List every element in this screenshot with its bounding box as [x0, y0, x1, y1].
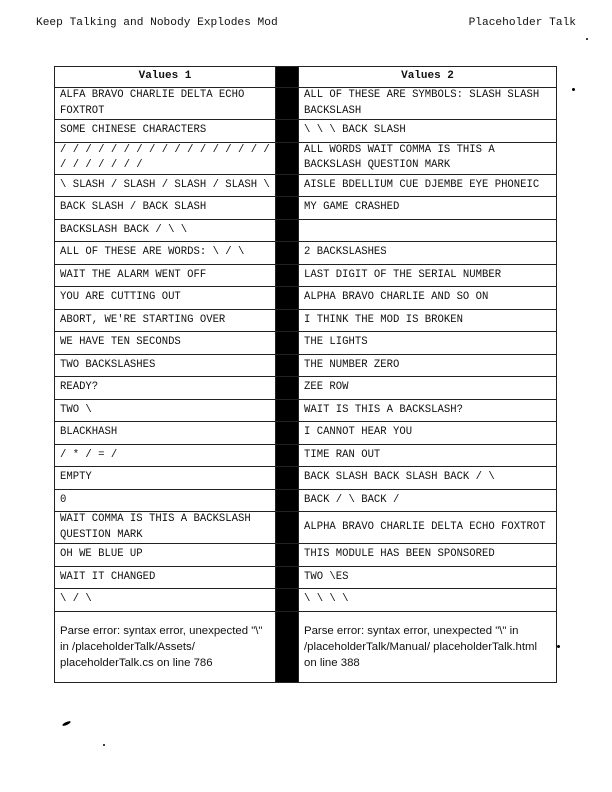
- scan-speck: [557, 645, 560, 648]
- column-separator: [276, 444, 299, 467]
- values-2-cell: BACK / \ BACK /: [299, 489, 557, 512]
- values-2-cell: Parse error: syntax error, unexpected "\" in /placeholderTalk/Manual/ placeholderTalk.html on line 388: [299, 611, 557, 682]
- values-1-cell: BLACKHASH: [55, 422, 276, 445]
- column-separator: [276, 399, 299, 422]
- values-2-cell: LAST DIGIT OF THE SERIAL NUMBER: [299, 264, 557, 287]
- table-row: [55, 512, 557, 544]
- table-row: [55, 611, 557, 682]
- values-2-cell: ALL WORDS WAIT COMMA IS THIS A BACKSLASH QUESTION MARK: [299, 142, 557, 174]
- values-1-cell: ALL OF THESE ARE WORDS: \ / \: [55, 242, 276, 265]
- column-separator: [276, 120, 299, 143]
- column-separator: [276, 67, 299, 88]
- values-1-cell: READY?: [55, 377, 276, 400]
- values-1-cell: SOME CHINESE CHARACTERS: [55, 120, 276, 143]
- table-row: [55, 264, 557, 287]
- column-separator: [276, 264, 299, 287]
- values-1-cell: WAIT THE ALARM WENT OFF: [55, 264, 276, 287]
- values-2-cell: AISLE BDELLIUM CUE DJEMBE EYE PHONEIC: [299, 174, 557, 197]
- table-row: [55, 242, 557, 265]
- values-table: [54, 66, 557, 683]
- table-row: [55, 544, 557, 567]
- column-separator: [276, 422, 299, 445]
- column-separator: [276, 332, 299, 355]
- column-separator: [276, 354, 299, 377]
- scan-speck: [103, 744, 105, 746]
- values-1-cell: ALFA BRAVO CHARLIE DELTA ECHO FOXTROT: [55, 88, 276, 120]
- values-1-cell: ABORT, WE'RE STARTING OVER: [55, 309, 276, 332]
- table-row: [55, 309, 557, 332]
- table-row: [55, 354, 557, 377]
- table-row: [55, 142, 557, 174]
- column-separator: [276, 544, 299, 567]
- table-row: [55, 377, 557, 400]
- header-module-name: Placeholder Talk: [468, 17, 576, 29]
- values-1-cell: BACK SLASH / BACK SLASH: [55, 197, 276, 220]
- values-1-cell: TWO BACKSLASHES: [55, 354, 276, 377]
- table-row: [55, 219, 557, 242]
- values-1-cell: \ / \: [55, 589, 276, 612]
- values-2-cell: I THINK THE MOD IS BROKEN: [299, 309, 557, 332]
- values-2-cell: \ \ \ \: [299, 589, 557, 612]
- table-row: [55, 332, 557, 355]
- column-separator: [276, 589, 299, 612]
- values-1-cell: BACKSLASH BACK / \ \: [55, 219, 276, 242]
- values-2-cell: THE NUMBER ZERO: [299, 354, 557, 377]
- values-1-cell: / / / / / / / / / / / / / / / / / / / / / / / /: [55, 142, 276, 174]
- values-2-cell: ALL OF THESE ARE SYMBOLS: SLASH SLASH BACKSLASH: [299, 88, 557, 120]
- values-1-cell: YOU ARE CUTTING OUT: [55, 287, 276, 310]
- column-separator: [276, 467, 299, 490]
- table-row: [55, 174, 557, 197]
- scan-speck: [62, 720, 71, 727]
- table-row: [55, 287, 557, 310]
- values-2-cell: THIS MODULE HAS BEEN SPONSORED: [299, 544, 557, 567]
- table-row: [55, 422, 557, 445]
- column-separator: [276, 242, 299, 265]
- table-row: [55, 120, 557, 143]
- values-2-cell: ZEE ROW: [299, 377, 557, 400]
- column-separator: [276, 88, 299, 120]
- table-row: [55, 444, 557, 467]
- values-1-cell: WAIT COMMA IS THIS A BACKSLASH QUESTION MARK: [55, 512, 276, 544]
- table-header-row: [55, 67, 557, 88]
- values-2-cell: MY GAME CRASHED: [299, 197, 557, 220]
- header-mod-title: Keep Talking and Nobody Explodes Mod: [36, 17, 278, 29]
- scan-speck: [572, 88, 575, 91]
- values-2-cell: I CANNOT HEAR YOU: [299, 422, 557, 445]
- table-row: [55, 197, 557, 220]
- column-separator: [276, 219, 299, 242]
- values-1-cell: Parse error: syntax error, unexpected "\" in /placeholderTalk/Assets/ placeholderTalk.cs on line 786: [55, 611, 276, 682]
- values-1-cell: EMPTY: [55, 467, 276, 490]
- column-separator: [276, 512, 299, 544]
- values-2-cell: ALPHA BRAVO CHARLIE AND SO ON: [299, 287, 557, 310]
- values-2-cell: ALPHA BRAVO CHARLIE DELTA ECHO FOXTROT: [299, 512, 557, 544]
- table-row: [55, 467, 557, 490]
- column-header-values-2: Values 2: [299, 67, 557, 88]
- values-2-cell: [299, 219, 557, 242]
- values-2-cell: TIME RAN OUT: [299, 444, 557, 467]
- column-header-values-1: Values 1: [55, 67, 276, 88]
- scan-speck: [586, 38, 588, 40]
- values-2-cell: 2 BACKSLASHES: [299, 242, 557, 265]
- values-2-cell: THE LIGHTS: [299, 332, 557, 355]
- column-separator: [276, 309, 299, 332]
- values-1-cell: WE HAVE TEN SECONDS: [55, 332, 276, 355]
- values-1-cell: \ SLASH / SLASH / SLASH / SLASH \: [55, 174, 276, 197]
- column-separator: [276, 174, 299, 197]
- table-row: [55, 566, 557, 589]
- values-1-cell: OH WE BLUE UP: [55, 544, 276, 567]
- table-row: [55, 589, 557, 612]
- column-separator: [276, 377, 299, 400]
- values-1-cell: 0: [55, 489, 276, 512]
- column-separator: [276, 142, 299, 174]
- column-separator: [276, 489, 299, 512]
- values-2-cell: \ \ \ BACK SLASH: [299, 120, 557, 143]
- table-row: [55, 489, 557, 512]
- values-2-cell: BACK SLASH BACK SLASH BACK / \: [299, 467, 557, 490]
- values-1-cell: TWO \: [55, 399, 276, 422]
- column-separator: [276, 287, 299, 310]
- column-separator: [276, 197, 299, 220]
- values-2-cell: WAIT IS THIS A BACKSLASH?: [299, 399, 557, 422]
- values-1-cell: / * / = /: [55, 444, 276, 467]
- column-separator: [276, 611, 299, 682]
- values-1-cell: WAIT IT CHANGED: [55, 566, 276, 589]
- column-separator: [276, 566, 299, 589]
- values-2-cell: TWO \ES: [299, 566, 557, 589]
- table-row: [55, 399, 557, 422]
- table-row: [55, 88, 557, 120]
